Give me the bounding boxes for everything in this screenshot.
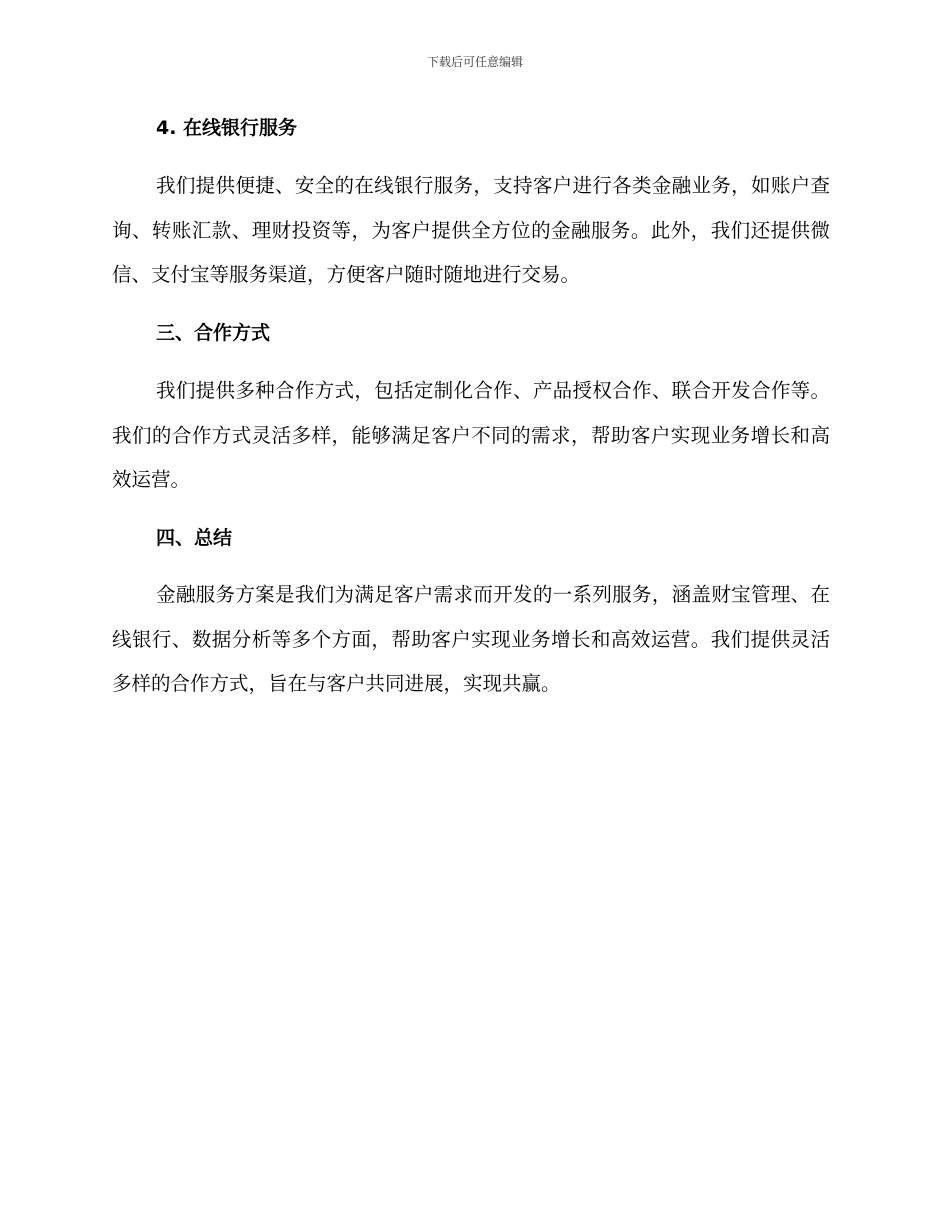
- section-paragraph-summary: 金融服务方案是我们为满足客户需求而开发的一系列服务，涵盖财宝管理、在线银行、数据分析等多个方面，帮助客户实现业务增长和高效运营。我们提供灵活多样的合作方式，旨在与客户共同进展，实现共赢。: [112, 583, 830, 695]
- section-heading-summary: 四、总结: [156, 527, 233, 549]
- section-paragraph-cooperation: 我们提供多种合作方式，包括定制化合作、产品授权合作、联合开发合作等。我们的合作方式灵活多样，能够满足客户不同的需求，帮助客户实现业务增长和高效运营。: [112, 379, 830, 491]
- section-paragraph-online-banking: 我们提供便捷、安全的在线银行服务，支持客户进行各类金融业务，如账户查询、转账汇款、理财投资等，为客户提供全方位的金融服务。此外，我们还提供微信、支付宝等服务渠道，方便客户随时随地进行交易。: [112, 174, 830, 286]
- section-heading-cooperation: 三、合作方式: [156, 322, 271, 344]
- page-header-note: 下载后可任意编辑: [426, 55, 523, 69]
- section-heading-online-banking: 4. 在线银行服务: [156, 117, 298, 139]
